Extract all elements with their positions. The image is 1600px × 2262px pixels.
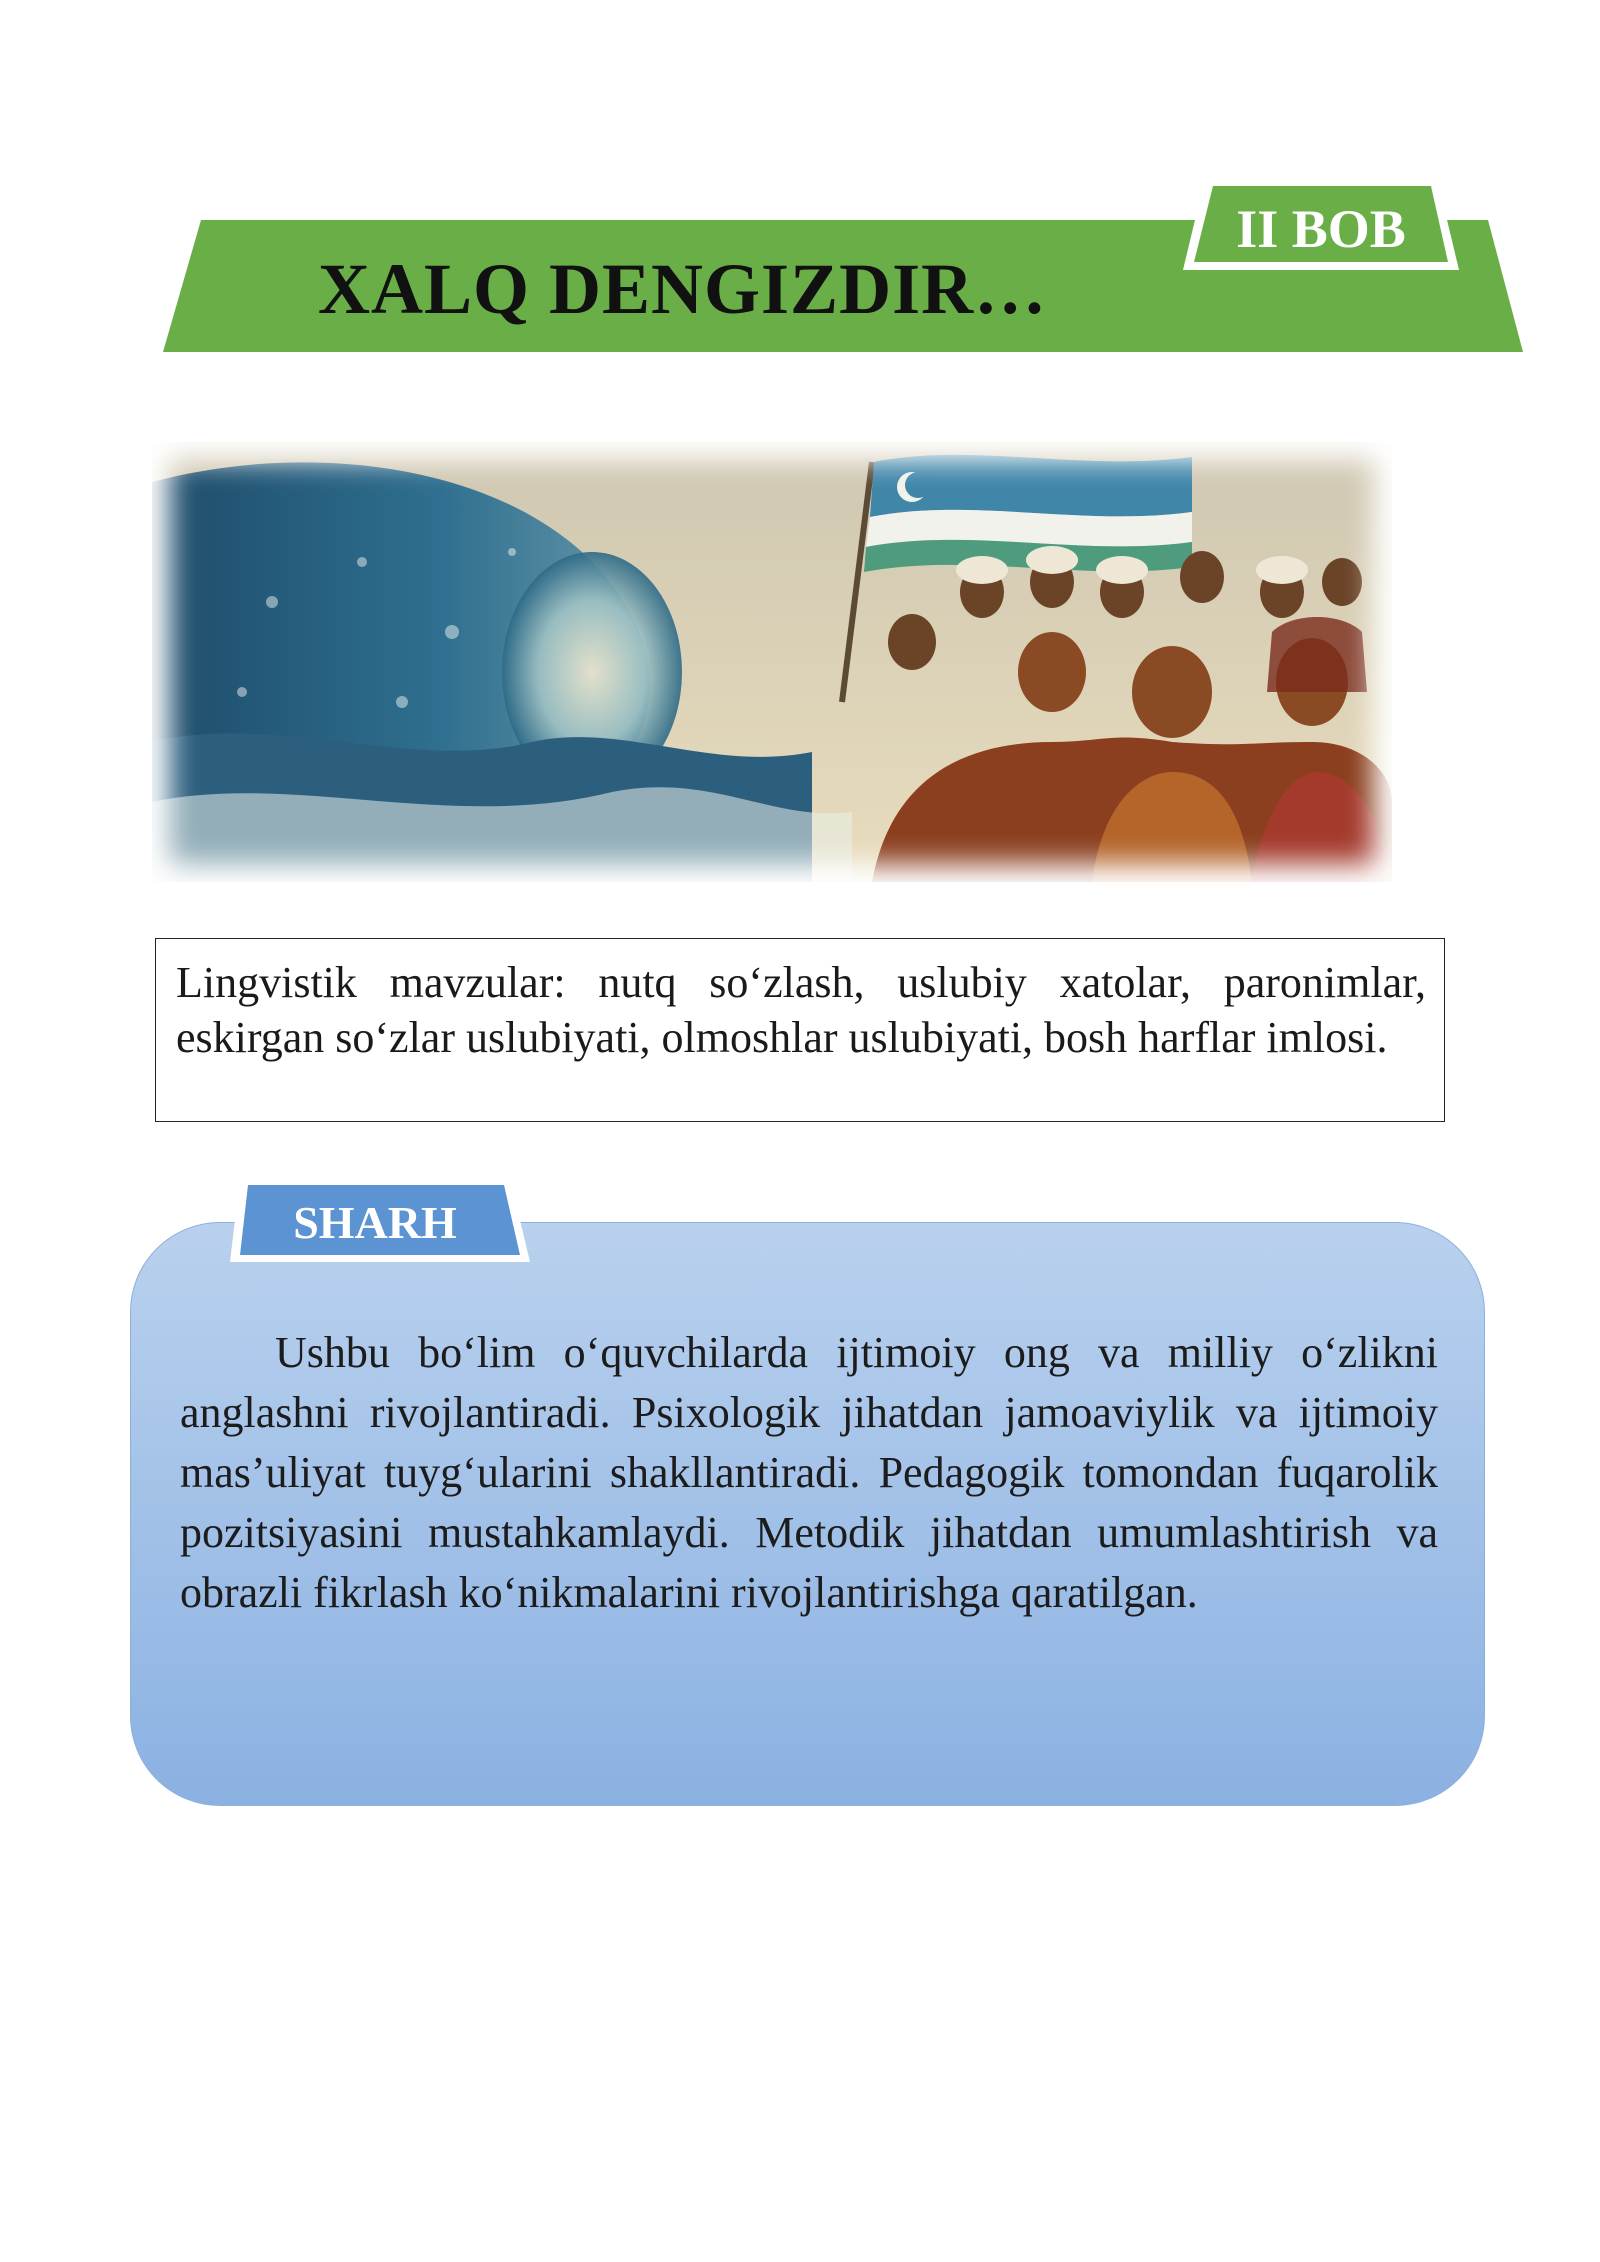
sharh-tab (230, 1178, 530, 1262)
sharh-label: SHARH (293, 1197, 457, 1248)
linguistic-topics-text: Lingvistik mavzular: nutq so‘zlash, uslubiy xatolar, paronimlar, eskirgan so‘zlar uslubiyati, olmoshlar uslubiyati, bosh harflar imlosi. (176, 958, 1426, 1062)
chapter-title: XALQ DENGIZDIR… (318, 249, 1048, 329)
linguistic-topics-box (155, 938, 1445, 1122)
chapter-illustration (152, 442, 1392, 882)
chapter-number-tab (1183, 178, 1459, 270)
sharh-text: Ushbu bo‘lim o‘quvchilarda ijtimoiy ong va milliy o‘zlikni anglashni rivojlantiradi. Psixologik jihatdan jamoaviylik va ijtimoiy mas’uliyat tuyg‘ularini shakllantiradi. Pedagogik tomondan fuqarolik pozitsiyasini mustahkamlaydi. Metodik jihatdan umumlashtirish va obrazli fikrlash ko‘nikmalarini rivojlantirishga qaratilgan. (180, 1328, 1438, 1617)
chapter-number-label: II BOB (1236, 199, 1406, 259)
sharh-panel (130, 1222, 1485, 1806)
sea-wave-and-people-with-uzbek-flag-image (152, 442, 1392, 882)
